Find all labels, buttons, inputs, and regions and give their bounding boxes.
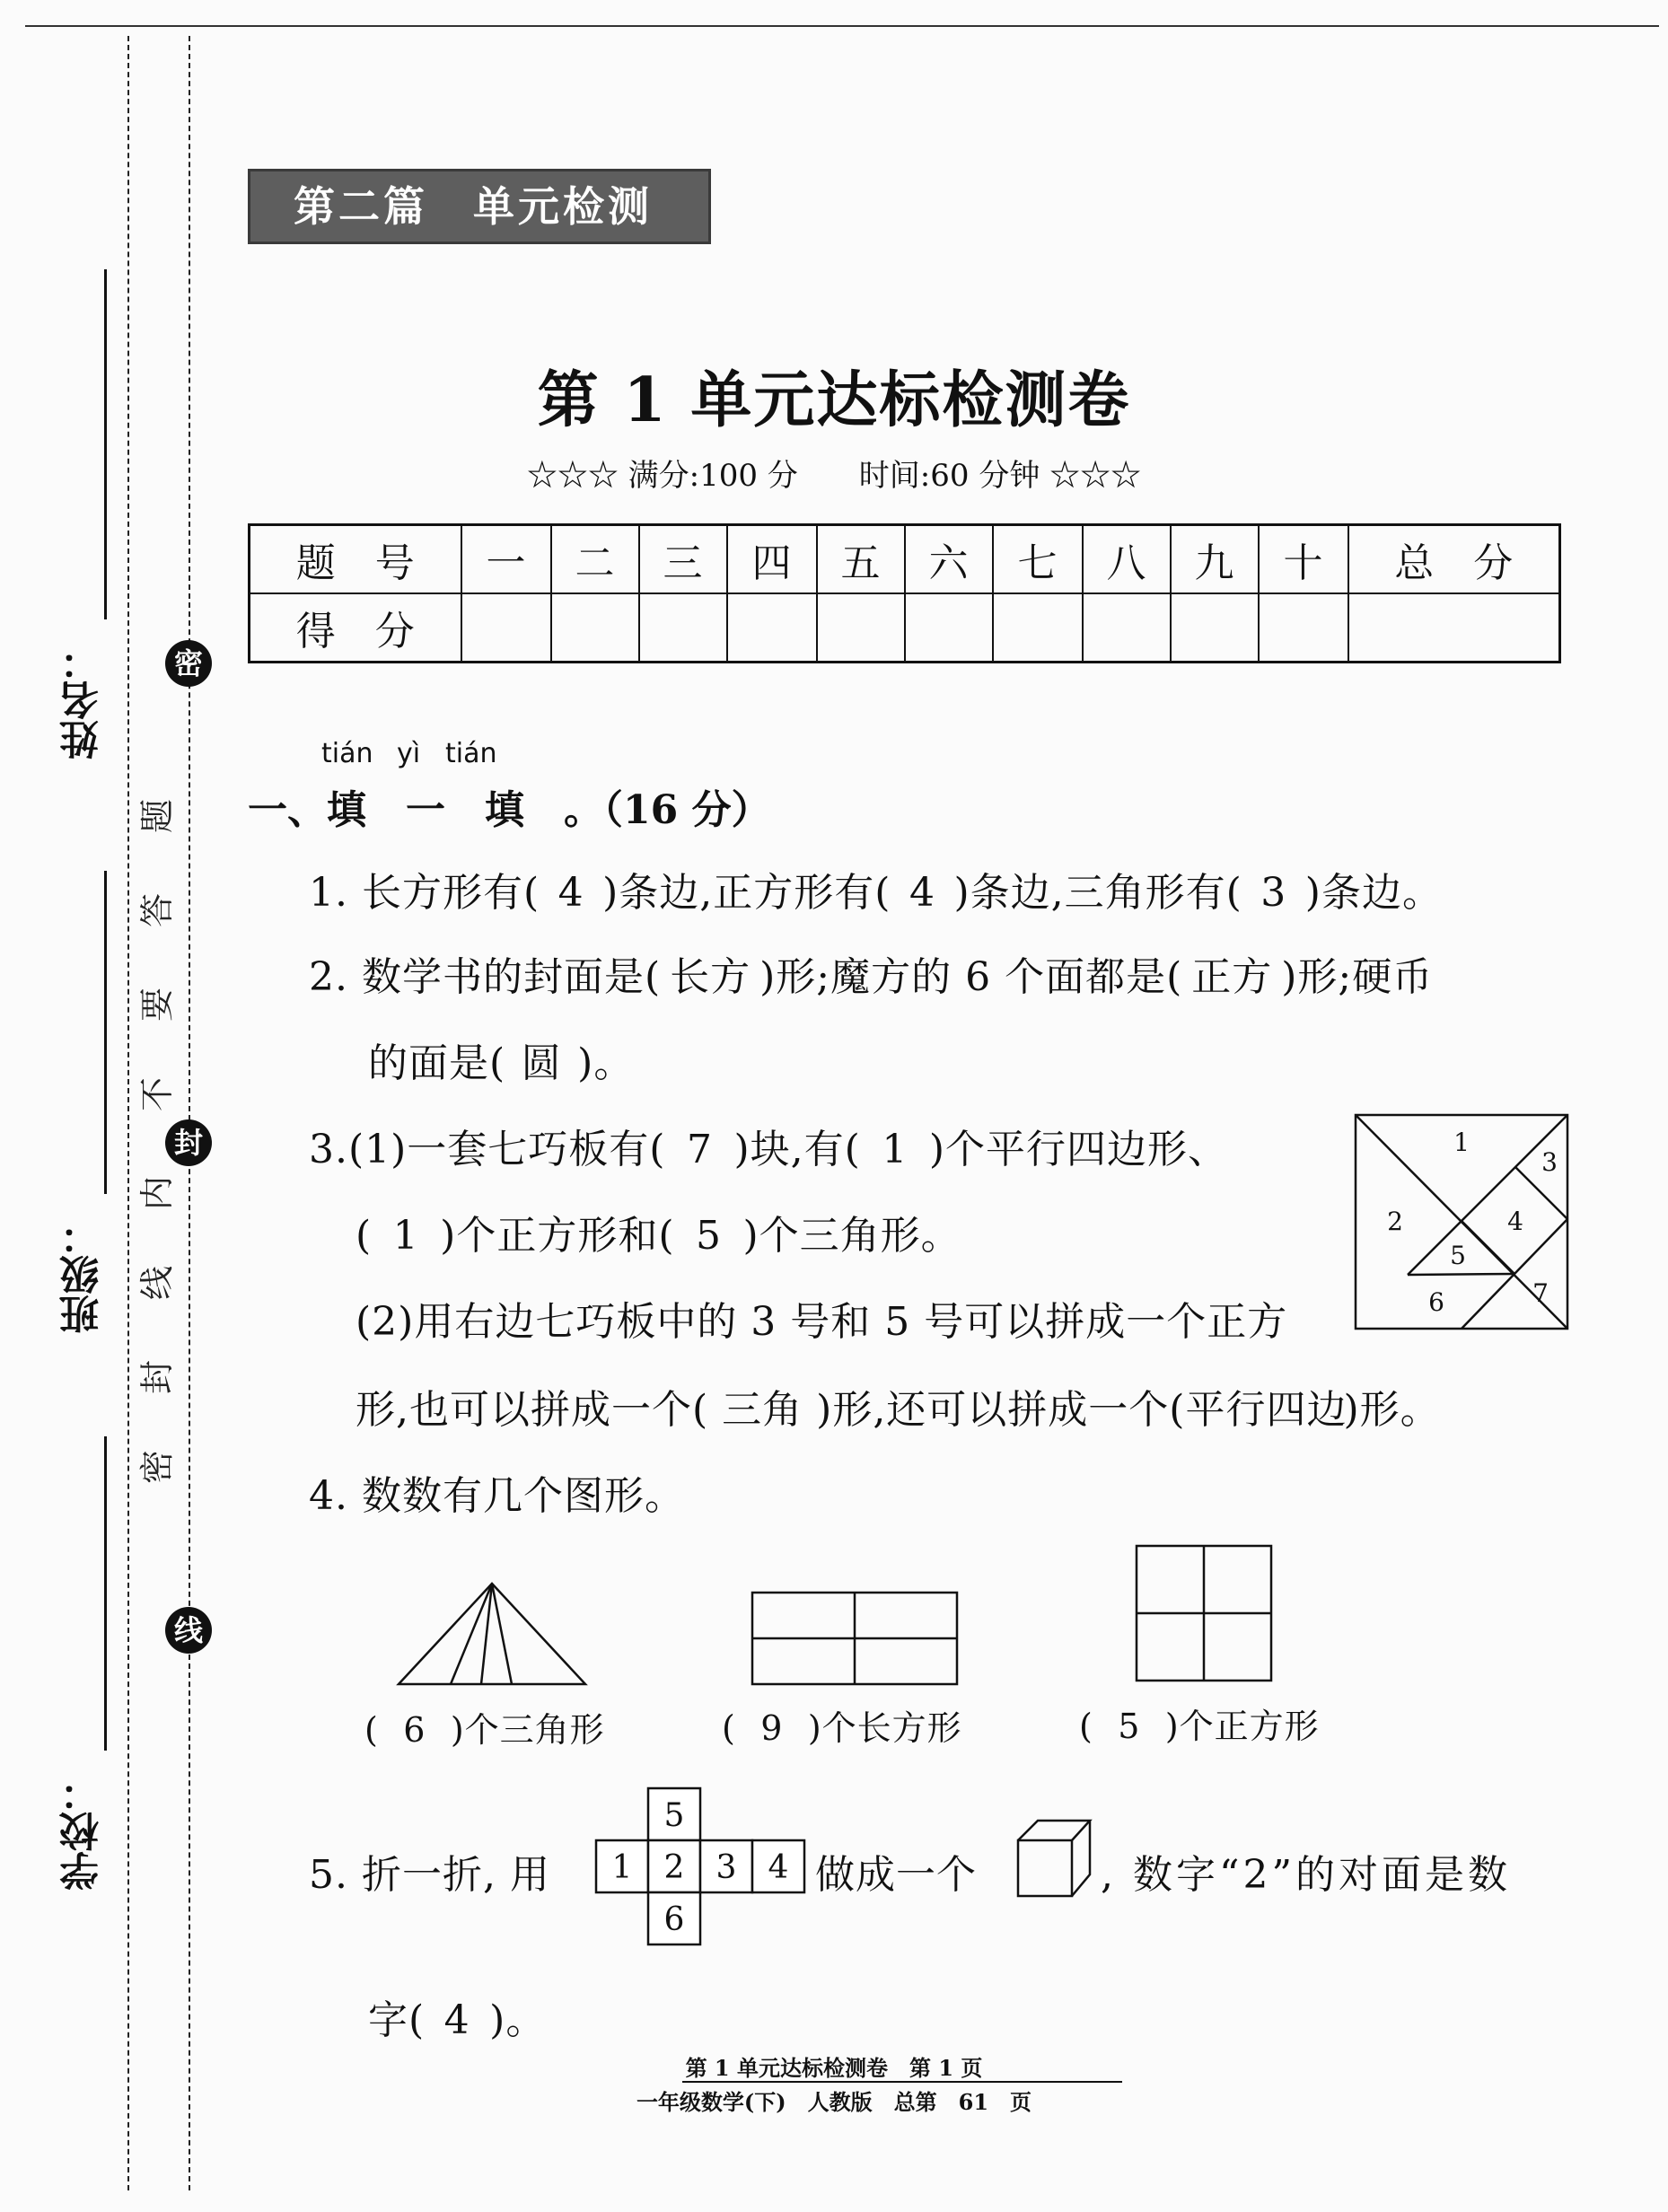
- footer-line-2: 一年级数学(下) 人教版 总第 61 页: [636, 2089, 1032, 2115]
- section-banner: 第二篇 单元检测: [248, 169, 711, 244]
- q3-answer-parallelograms[interactable]: 1: [882, 1127, 909, 1172]
- q4-text: (: [1079, 1707, 1093, 1746]
- net-face: 6: [663, 1901, 685, 1938]
- q2-answer-cube-face[interactable]: 正方: [1191, 954, 1273, 1000]
- section-heading: 一、填 一 填 。（16 分）: [248, 787, 771, 833]
- q3-answer-shape-2[interactable]: 平行四边: [1185, 1387, 1348, 1433]
- q3-text: )个正方形和(: [440, 1213, 675, 1259]
- q3-answer-squares[interactable]: 1: [392, 1213, 419, 1259]
- name-label: 姓名：: [60, 641, 106, 759]
- tangram-label: 4: [1507, 1207, 1523, 1236]
- q4-answer-squares: [1079, 1698, 1320, 1748]
- q2-text: 的面是(: [368, 1040, 506, 1086]
- q5-answer-opposite-face[interactable]: 4: [443, 1997, 470, 2043]
- q5-suffix: , 数字“2”的对面是数: [1101, 1852, 1511, 1898]
- question-1: [309, 860, 1443, 917]
- score-cell[interactable]: [639, 593, 727, 663]
- class-label: 班级：: [60, 1216, 106, 1334]
- q5-text: )。: [489, 1997, 547, 2043]
- q3-answer-pieces[interactable]: 7: [686, 1127, 713, 1172]
- warning-char: 题: [137, 799, 177, 834]
- tangram-figure: [1354, 1113, 1569, 1330]
- school-label: 学校：: [60, 1772, 106, 1891]
- cube-icon: [1014, 1817, 1093, 1900]
- column-header: 六: [905, 525, 993, 594]
- q4-text: )个正方形: [1164, 1707, 1320, 1746]
- column-header: 九: [1171, 525, 1259, 594]
- score-cell[interactable]: [727, 593, 817, 663]
- q4-text: 4. 数数有几个图形。: [309, 1473, 685, 1519]
- q3-answer-triangles[interactable]: 5: [696, 1213, 723, 1259]
- q3-answer-shape-1[interactable]: 三角: [722, 1387, 803, 1433]
- q3-text: )个三角形。: [742, 1213, 961, 1259]
- q1-answer-square-sides[interactable]: 4: [909, 870, 935, 916]
- q1-answer-rect-sides[interactable]: 4: [557, 870, 584, 916]
- column-header: 三: [639, 525, 727, 594]
- square-figure: [1135, 1544, 1273, 1682]
- q3-text: )个平行四边形、: [928, 1127, 1228, 1172]
- q2-text: 2. 数学书的封面是(: [309, 954, 662, 1000]
- q2-text: )形;魔方的 6 个面都是(: [759, 954, 1183, 1000]
- column-header: 七: [993, 525, 1083, 594]
- q4-rectangle-count[interactable]: 9: [760, 1708, 784, 1748]
- question-2-line-2: [368, 1031, 634, 1088]
- footer-divider: [682, 2081, 1122, 2083]
- class-blank-line[interactable]: [104, 871, 107, 1194]
- tangram-label: 6: [1428, 1287, 1444, 1317]
- q4-answer-rectangles: [722, 1700, 962, 1750]
- column-header: 十: [1259, 525, 1348, 594]
- q3-text: (: [356, 1213, 373, 1259]
- tangram-label: 1: [1453, 1128, 1470, 1157]
- question-3-line-2: [356, 1203, 961, 1260]
- column-header: 五: [817, 525, 905, 594]
- warning-char: 要: [137, 988, 177, 1023]
- warning-char: 线: [137, 1266, 177, 1301]
- triangle-figure: [395, 1580, 589, 1688]
- score-cell[interactable]: [551, 593, 639, 663]
- score-cell[interactable]: [817, 593, 905, 663]
- q3-text: 形,也可以拼成一个(: [356, 1387, 709, 1433]
- name-blank-line[interactable]: [104, 269, 107, 619]
- warning-char: 密: [137, 1450, 177, 1485]
- q1-text: )条边,正方形有(: [602, 870, 891, 916]
- question-3-line-3: [356, 1289, 1287, 1347]
- q1-text: )条边,三角形有(: [953, 870, 1242, 916]
- tangram-label: 3: [1541, 1147, 1558, 1177]
- rectangle-figure: [751, 1591, 959, 1686]
- score-header-row: [250, 525, 1560, 594]
- score-cell[interactable]: [993, 593, 1083, 663]
- q2-text: )形;硬币: [1281, 954, 1434, 1000]
- exam-info: ☆☆☆ 满分:100 分 时间:60 分钟 ☆☆☆: [526, 458, 1142, 494]
- question-3-line-1: [309, 1117, 1228, 1174]
- q3-text: )形。: [1343, 1387, 1441, 1433]
- q1-answer-triangle-sides[interactable]: 3: [1260, 870, 1287, 916]
- warning-char: 封: [137, 1360, 177, 1395]
- question-5-line-2: [368, 1988, 546, 2045]
- score-cell[interactable]: [1259, 593, 1348, 663]
- score-row: [250, 593, 1560, 663]
- q3-text: (2)用右边七巧板中的 3 号和 5 号可以拼成一个正方: [356, 1299, 1288, 1345]
- q4-answer-triangles: [364, 1702, 605, 1751]
- column-header: 二: [551, 525, 639, 594]
- q1-text: )条边。: [1304, 870, 1443, 916]
- question-2-line-1: [309, 944, 1433, 1002]
- pinyin-3: tián: [445, 738, 497, 769]
- seal-xian: 线: [165, 1607, 212, 1654]
- warning-char: 内: [137, 1176, 177, 1211]
- q3-text: )块,有(: [733, 1127, 861, 1172]
- page-title: 第 1 单元达标检测卷: [537, 364, 1131, 436]
- header-label: 题 号: [250, 525, 461, 594]
- seal-mi: 密: [165, 640, 212, 687]
- q4-text: )个三角形: [450, 1710, 605, 1750]
- q5-text: 字(: [368, 1997, 426, 2043]
- score-table: [248, 523, 1561, 663]
- cube-net: [593, 1786, 808, 1946]
- net-face: 4: [768, 1849, 789, 1886]
- tangram-label: 5: [1450, 1241, 1466, 1270]
- warning-char: 不: [137, 1077, 177, 1112]
- q4-text: (: [722, 1708, 736, 1748]
- school-blank-line[interactable]: [104, 1436, 107, 1751]
- net-face: 1: [611, 1849, 633, 1886]
- score-cell[interactable]: [461, 593, 551, 663]
- q3-text: )形,还可以拼成一个(: [816, 1387, 1186, 1433]
- tangram-label: 7: [1532, 1278, 1549, 1308]
- q3-text: 3.(1)一套七巧板有(: [309, 1127, 666, 1172]
- net-face: 5: [663, 1797, 685, 1834]
- net-face: 3: [715, 1849, 737, 1886]
- score-row-label: 得 分: [250, 593, 461, 663]
- score-cell[interactable]: [1083, 593, 1171, 663]
- score-cell[interactable]: [1171, 593, 1259, 663]
- question-3-line-4: [356, 1377, 1441, 1435]
- q4-text: (: [364, 1710, 379, 1750]
- q1-text: 1. 长方形有(: [309, 870, 540, 916]
- q4-square-count[interactable]: 5: [1118, 1707, 1141, 1746]
- q4-triangle-count[interactable]: 6: [403, 1710, 426, 1750]
- column-header: 一: [461, 525, 551, 594]
- warning-char: 答: [137, 893, 177, 928]
- seal-feng: 封: [165, 1119, 212, 1166]
- q5-prefix: 5. 折一折, 用: [309, 1852, 550, 1898]
- q5-middle: 做成一个: [815, 1852, 977, 1898]
- q2-answer-book-cover[interactable]: 长方: [670, 954, 751, 1000]
- q2-answer-coin-face[interactable]: 圆: [521, 1040, 562, 1086]
- pinyin-2: yì: [397, 738, 421, 769]
- footer-line-1: 第 1 单元达标检测卷 第 1 页: [685, 2055, 983, 2081]
- pinyin-1: tián: [321, 738, 373, 769]
- q4-text: )个长方形: [807, 1708, 962, 1748]
- net-face: 2: [663, 1849, 685, 1886]
- score-cell[interactable]: [905, 593, 993, 663]
- column-header: 八: [1083, 525, 1171, 594]
- tangram-label: 2: [1387, 1207, 1403, 1236]
- q2-text: )。: [577, 1040, 635, 1086]
- question-4: [309, 1463, 685, 1521]
- column-header: 四: [727, 525, 817, 594]
- total-score-cell[interactable]: [1348, 593, 1560, 663]
- total-label: 总 分: [1348, 525, 1560, 594]
